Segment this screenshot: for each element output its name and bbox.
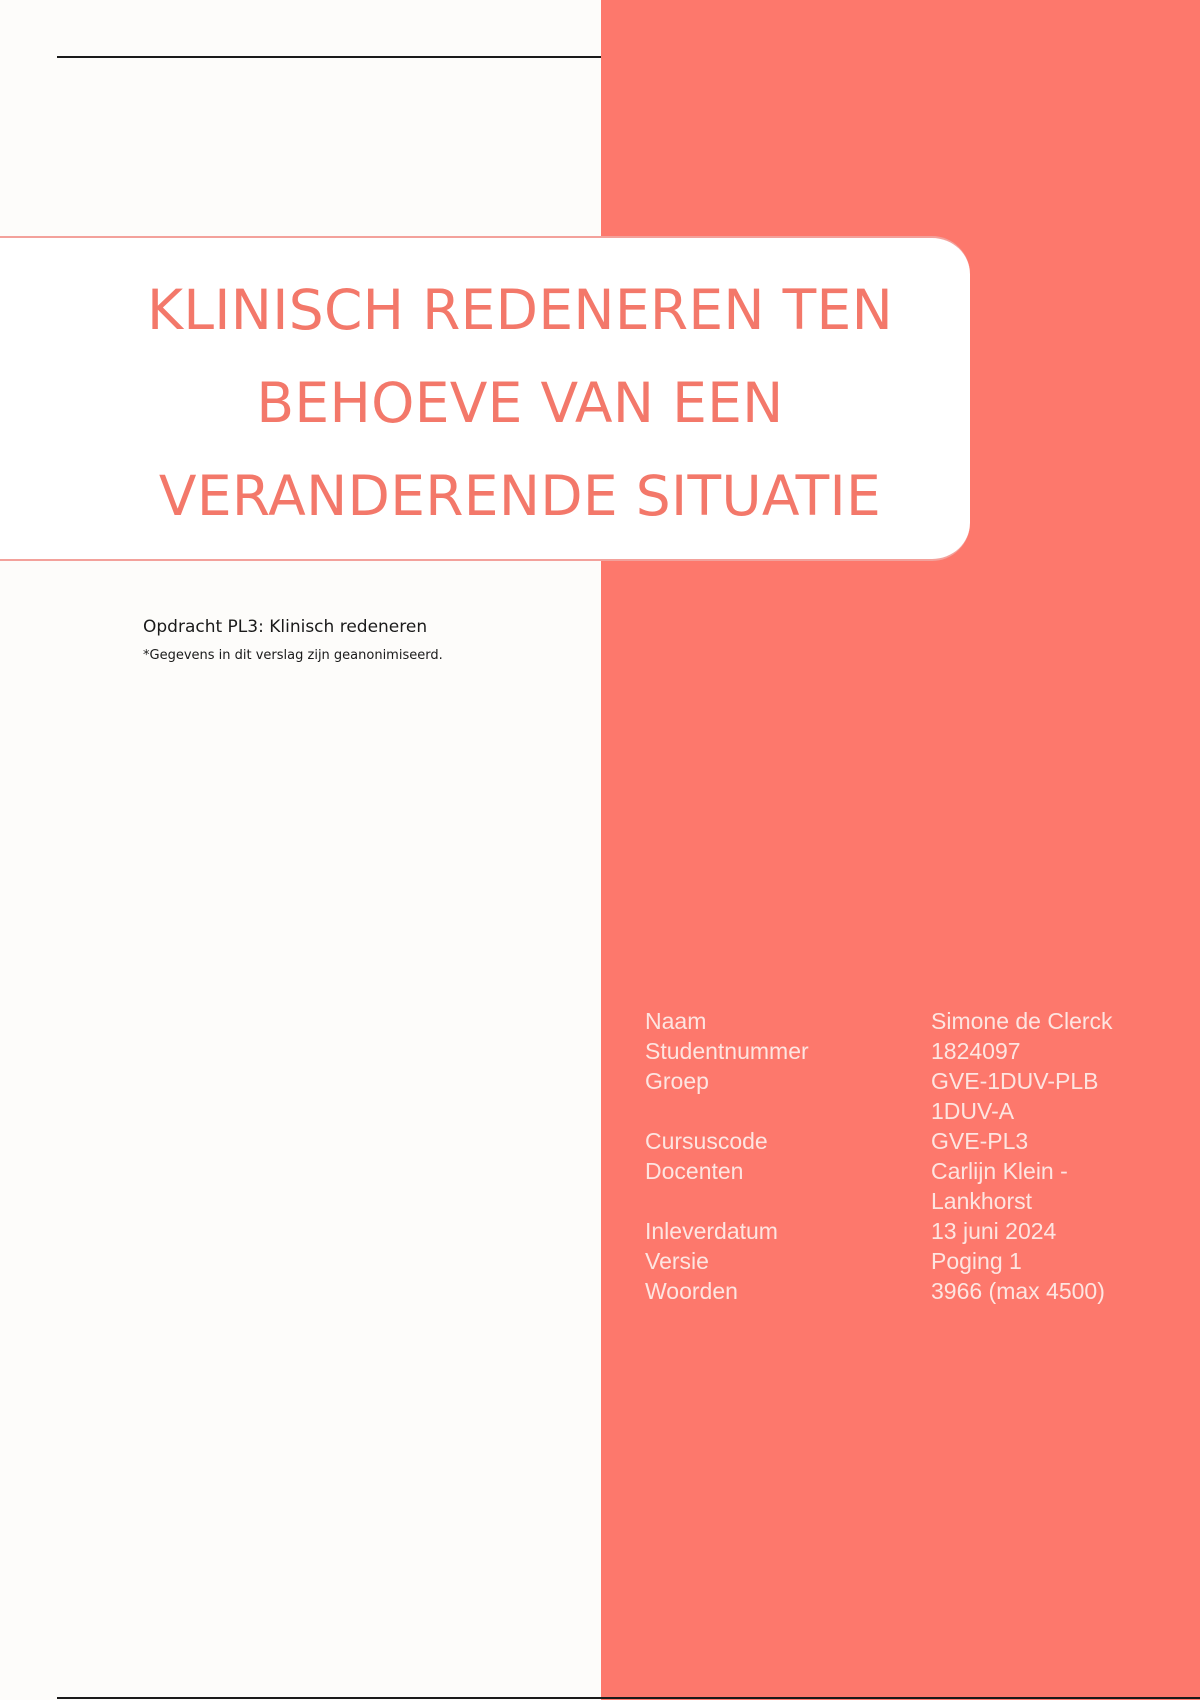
document-title bbox=[40, 264, 1000, 543]
info-value-line: GVE-1DUV-PLB bbox=[931, 1068, 1099, 1094]
info-row-versie bbox=[645, 1246, 1165, 1276]
info-label: Groep bbox=[645, 1068, 709, 1094]
assignment-subtitle: Opdracht PL3: Klinisch redeneren bbox=[143, 617, 428, 637]
info-value-line: 3966 (max 4500) bbox=[931, 1278, 1105, 1304]
anonymization-note: *Gegevens in dit verslag zijn geanonimiseerd. bbox=[143, 648, 443, 663]
info-row-groep bbox=[645, 1066, 1165, 1126]
info-value bbox=[931, 1126, 1165, 1156]
info-label: Woorden bbox=[645, 1278, 738, 1304]
info-label: Docenten bbox=[645, 1158, 744, 1184]
info-value-line: 1DUV-A bbox=[931, 1098, 1015, 1124]
info-row-woorden bbox=[645, 1276, 1165, 1306]
info-label: Versie bbox=[645, 1248, 709, 1274]
info-row-studentnummer bbox=[645, 1036, 1165, 1066]
info-row-docenten bbox=[645, 1156, 1165, 1216]
info-value bbox=[931, 1276, 1165, 1306]
info-value bbox=[931, 1246, 1165, 1276]
title-line: BEHOEVE VAN EEN bbox=[256, 371, 784, 435]
info-row-cursuscode bbox=[645, 1126, 1165, 1156]
info-label: Studentnummer bbox=[645, 1038, 809, 1064]
info-value-line: Lankhorst bbox=[931, 1188, 1033, 1214]
info-value bbox=[931, 1216, 1165, 1246]
info-value bbox=[931, 1036, 1165, 1066]
info-value bbox=[931, 1066, 1165, 1126]
info-value-line: 1824097 bbox=[931, 1038, 1021, 1064]
info-label: Inleverdatum bbox=[645, 1218, 778, 1244]
info-value-line: GVE-PL3 bbox=[931, 1128, 1029, 1154]
info-value-line: 13 juni 2024 bbox=[931, 1218, 1057, 1244]
info-label: Naam bbox=[645, 1008, 707, 1034]
info-row-naam bbox=[645, 1006, 1165, 1036]
info-row-inleverdatum bbox=[645, 1216, 1165, 1246]
title-line: VERANDERENDE SITUATIE bbox=[158, 464, 882, 528]
info-label: Cursuscode bbox=[645, 1128, 768, 1154]
info-table bbox=[645, 1006, 1165, 1306]
info-value-line: Carlijn Klein - bbox=[931, 1158, 1068, 1184]
bottom-rule bbox=[57, 1697, 1200, 1699]
info-value bbox=[931, 1006, 1165, 1036]
top-rule bbox=[57, 56, 601, 58]
info-value-line: Poging 1 bbox=[931, 1248, 1022, 1274]
info-value bbox=[931, 1156, 1165, 1216]
info-value-line: Simone de Clerck bbox=[931, 1008, 1113, 1034]
title-line: KLINISCH REDENEREN TEN bbox=[146, 278, 894, 342]
title-card bbox=[0, 236, 970, 561]
